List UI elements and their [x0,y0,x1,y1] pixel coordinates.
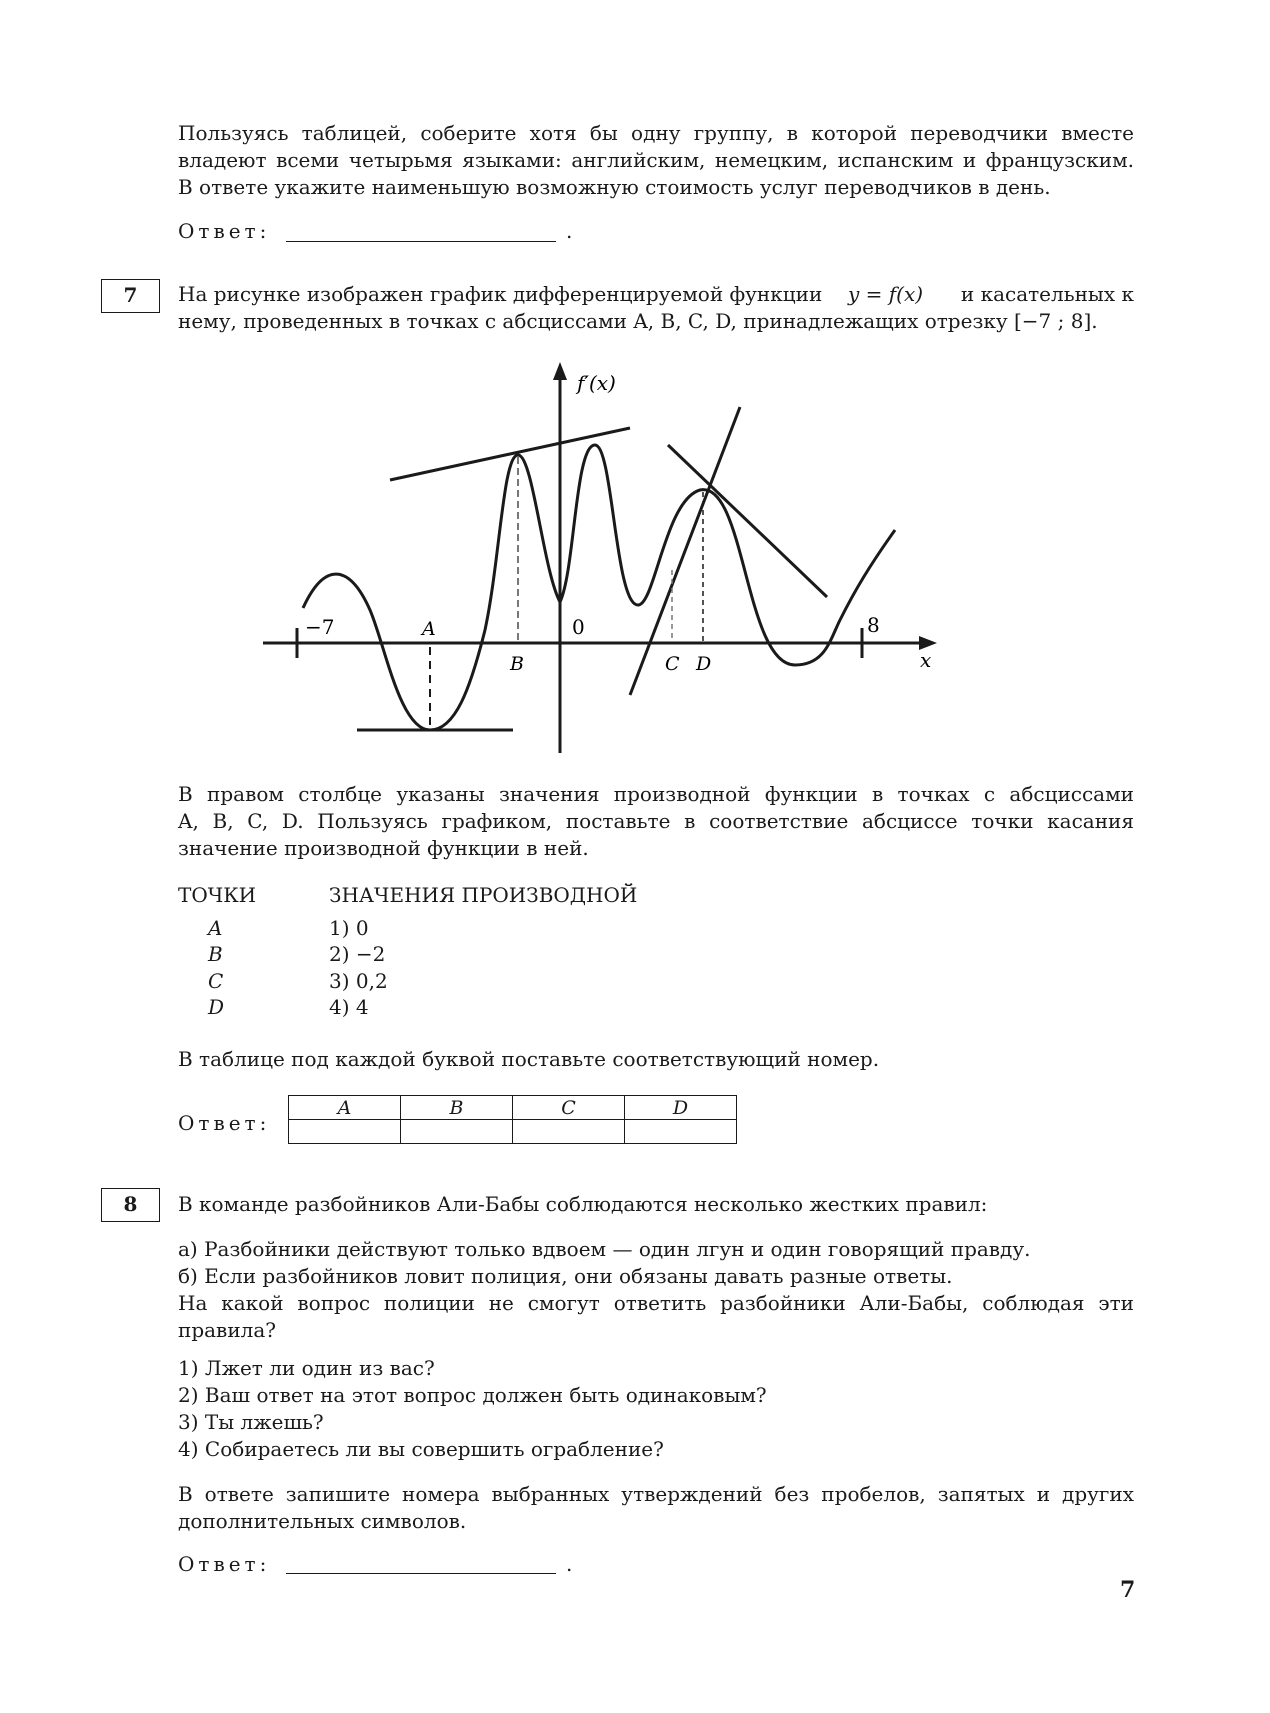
q6-answer-field[interactable] [286,241,556,242]
q8-option-4: 4) Собираетесь ли вы совершить ограбление? [178,1437,664,1461]
q7-desc-line-1: В правом столбце указаны значения производной функции в точках с абсциссами [178,782,1134,806]
q8-rule-a: а) Разбойники действуют только вдвоем — один лгун и один говорящий правду. [178,1237,1031,1261]
q7-desc-line-2: A, B, C, D. Пользуясь графиком, поставьте в соответствие абсциссе точки касания [178,809,1134,833]
q8-instruction-line-2: дополнительных символов. [178,1509,467,1533]
q8-instruction-line-1: В ответе запишите номера выбранных утверждений без пробелов, запятых и других [178,1482,1134,1506]
answer-table-header-row [289,1096,737,1120]
points-column-header: ТОЧКИ [178,883,257,907]
answer-cell-c[interactable] [513,1120,625,1144]
q8-question-line-1: На какой вопрос полиции не смогут ответить разбойники Али-Бабы, соблюдая эти [178,1291,1134,1315]
answer-cell-b[interactable] [401,1120,513,1144]
point-label-d: D [696,653,712,675]
answer-header-b: B [401,1096,513,1120]
value-item-2: 2) −2 [329,942,386,966]
answer-header-c: C [513,1096,625,1120]
q7-intro-line-2: нему, проведенных в точках с абсциссами A, B, C, D, принадлежащих отрезку [−7 ; 8]. [178,309,1098,333]
minus-7-label: −7 [305,615,335,639]
q8-question-line-2: правила? [178,1318,276,1342]
y-axis-arrow [553,362,567,380]
x-axis-label: x [920,648,932,672]
value-item-4: 4) 4 [329,995,369,1019]
q7-intro-function: y = f(x) [848,282,924,306]
answer-table-input-row [289,1120,737,1144]
q7-intro-line-1b: и касательных к [960,282,1134,306]
page-number: 7 [1120,1577,1136,1603]
derivative-graph [255,360,955,760]
point-label-c: C [665,653,680,675]
q8-rule-b: б) Если разбойников ловит полиция, они обязаны давать разные ответы. [178,1264,953,1288]
answer-cell-d[interactable] [625,1120,737,1144]
q7-number-box: 7 [101,279,160,313]
point-label-b: B [510,653,524,675]
point-item-b: B [208,942,223,966]
values-column-header: ЗНАЧЕНИЯ ПРОИЗВОДНОЙ [329,883,638,907]
q8-option-2: 2) Ваш ответ на этот вопрос должен быть одинаковым? [178,1383,767,1407]
q6-text-line-3: В ответе укажите наименьшую возможную стоимость услуг переводчиков в день. [178,175,1051,199]
q8-option-1: 1) Лжет ли один из вас? [178,1356,435,1380]
tangent-at-d [668,445,827,597]
answer-header-a: A [289,1096,401,1120]
value-item-1: 1) 0 [329,916,369,940]
q8-option-3: 3) Ты лжешь? [178,1410,324,1434]
origin-label: 0 [572,615,585,639]
q6-answer-dot: . [566,219,573,243]
q8-answer-dot: . [566,1552,573,1576]
q8-answer-field[interactable] [286,1573,556,1574]
value-item-3: 3) 0,2 [329,969,388,993]
point-item-d: D [208,995,225,1019]
point-item-a: A [208,916,223,940]
eight-label: 8 [867,613,880,637]
tangent-at-c [630,407,740,695]
answer-cell-a[interactable] [289,1120,401,1144]
point-item-c: C [208,969,224,993]
answer-header-d: D [625,1096,737,1120]
q8-answer-label: Ответ: [178,1552,271,1576]
q8-intro: В команде разбойников Али-Бабы соблюдаются несколько жестких правил: [178,1192,988,1216]
q6-text-line-2: владеют всеми четырьмя языками: английским, немецким, испанским и французским. [178,148,1134,172]
q7-answer-label: Ответ: [178,1111,271,1135]
point-label-a: A [422,618,436,640]
q7-intro-line-1a: На рисунке изображен график дифференцируемой функции [178,282,823,306]
q7-instruction: В таблице под каждой буквой поставьте соответствующий номер. [178,1047,880,1071]
q7-desc-line-3: значение производной функции в ней. [178,836,589,860]
q6-text-line-1: Пользуясь таблицей, соберите хотя бы одну группу, в которой переводчики вместе [178,121,1134,145]
y-axis-label: f′(x) [577,371,616,395]
function-curve [303,445,895,730]
q7-answer-table [288,1095,737,1144]
q6-answer-label: Ответ: [178,219,271,243]
q8-number-box: 8 [101,1188,160,1222]
